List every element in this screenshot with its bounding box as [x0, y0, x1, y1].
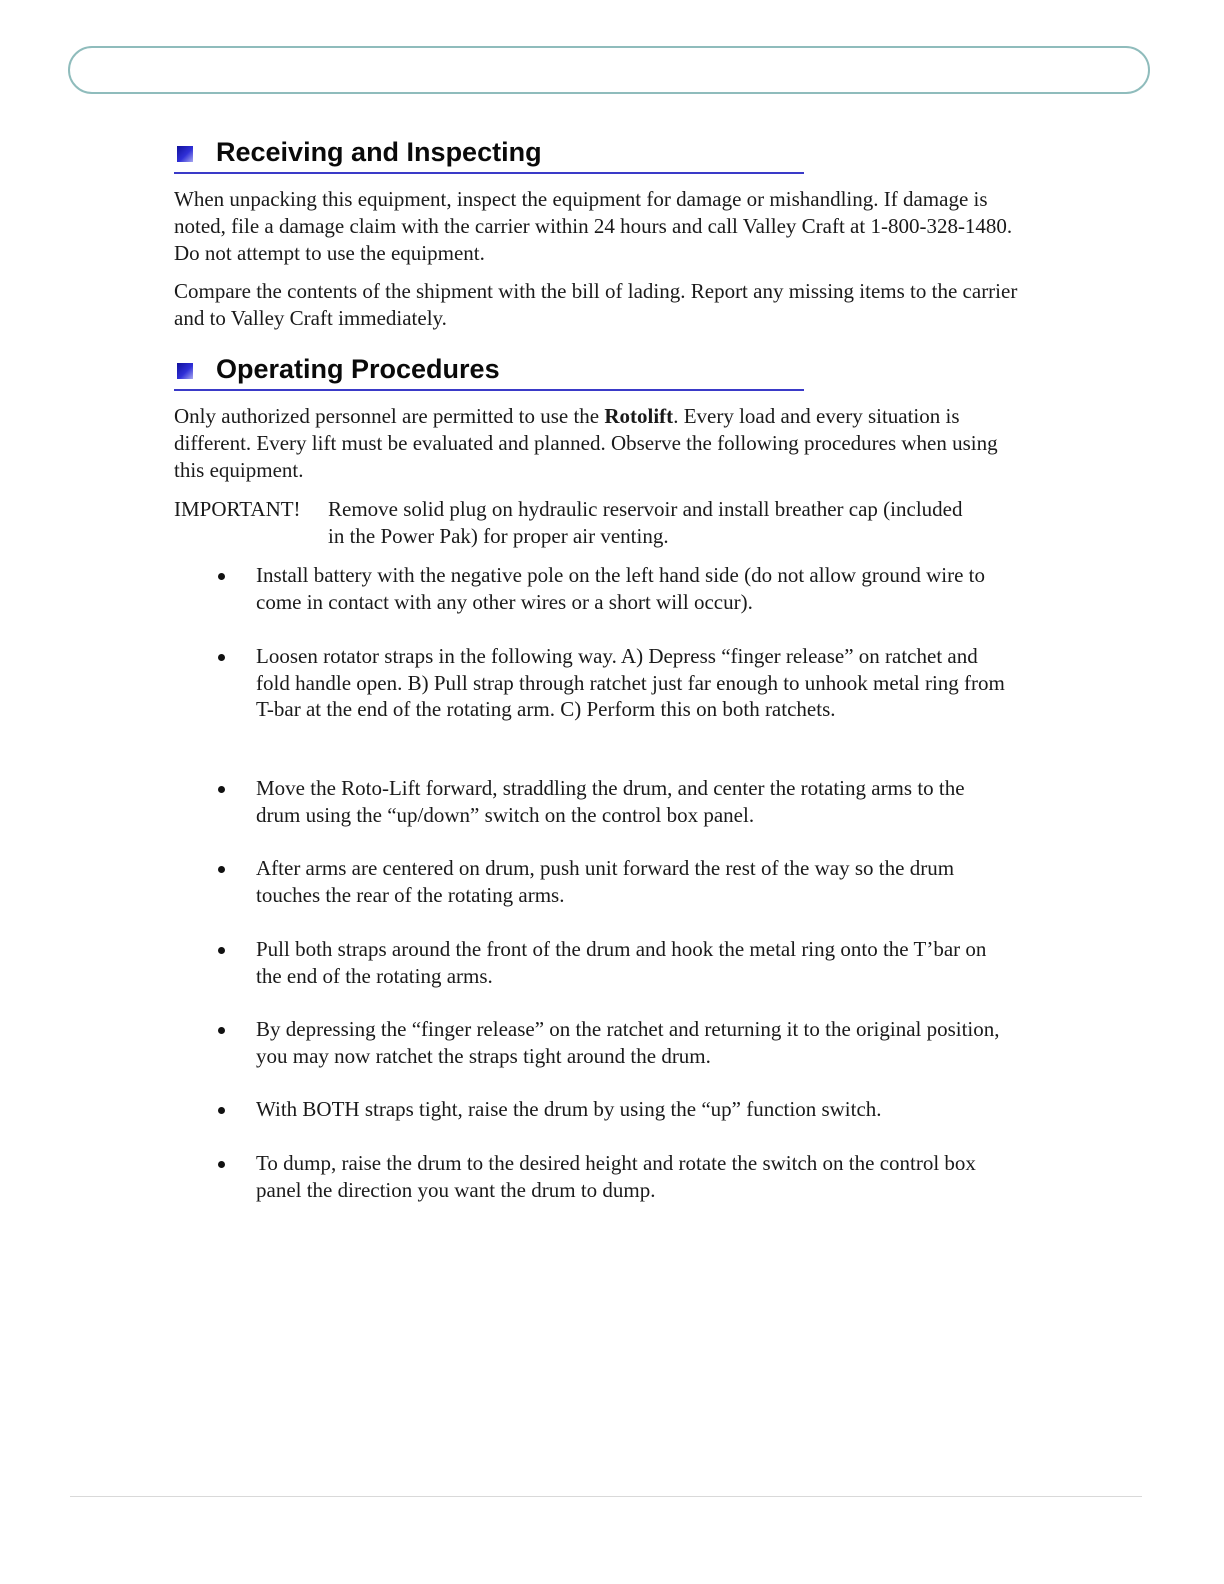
paragraph-authorized-personnel: Only authorized personnel are permitted to use the Rotolift. Every load and every situation is different. Every lift must be evaluated and planned. Observe the following procedures when using this equipment. [174, 404, 998, 482]
bullet-dot-icon [218, 573, 225, 580]
bullet-dot-icon [218, 1107, 225, 1114]
paragraph-unpacking: When unpacking this equipment, inspect the equipment for damage or mishandling. If damage is noted, file a damage claim with the carrier within 24 hours and call Valley Craft at 1-800-328-1480. Do not attempt to use the equipment. [174, 187, 1013, 265]
bullet-dot-icon [218, 1027, 225, 1034]
section-heading-receiving [174, 137, 804, 174]
section-title: Receiving and Inspecting [216, 137, 542, 167]
paragraph-compare-contents: Compare the contents of the shipment with the bill of lading. Report any missing items to the carrier and to Valley Craft immediately. [174, 279, 1018, 330]
page-header-box [68, 46, 1150, 94]
important-text: Remove solid plug on hydraulic reservoir and install breather cap (included in the Power Pak) for proper air venting. [328, 497, 963, 548]
section-heading-operating [174, 354, 804, 391]
product-name: Rotolift [604, 404, 674, 428]
footer-divider [70, 1496, 1142, 1497]
section-bullet-square-icon [177, 146, 193, 162]
important-label: IMPORTANT! [174, 497, 301, 521]
bullet-dot-icon [218, 1161, 225, 1168]
section-title: Operating Procedures [216, 354, 500, 384]
bullet-dot-icon [218, 947, 225, 954]
bullet-dot-icon [218, 866, 225, 873]
bullet-dot-icon [218, 654, 225, 661]
bullet-dot-icon [218, 786, 225, 793]
section-bullet-square-icon [177, 363, 193, 379]
